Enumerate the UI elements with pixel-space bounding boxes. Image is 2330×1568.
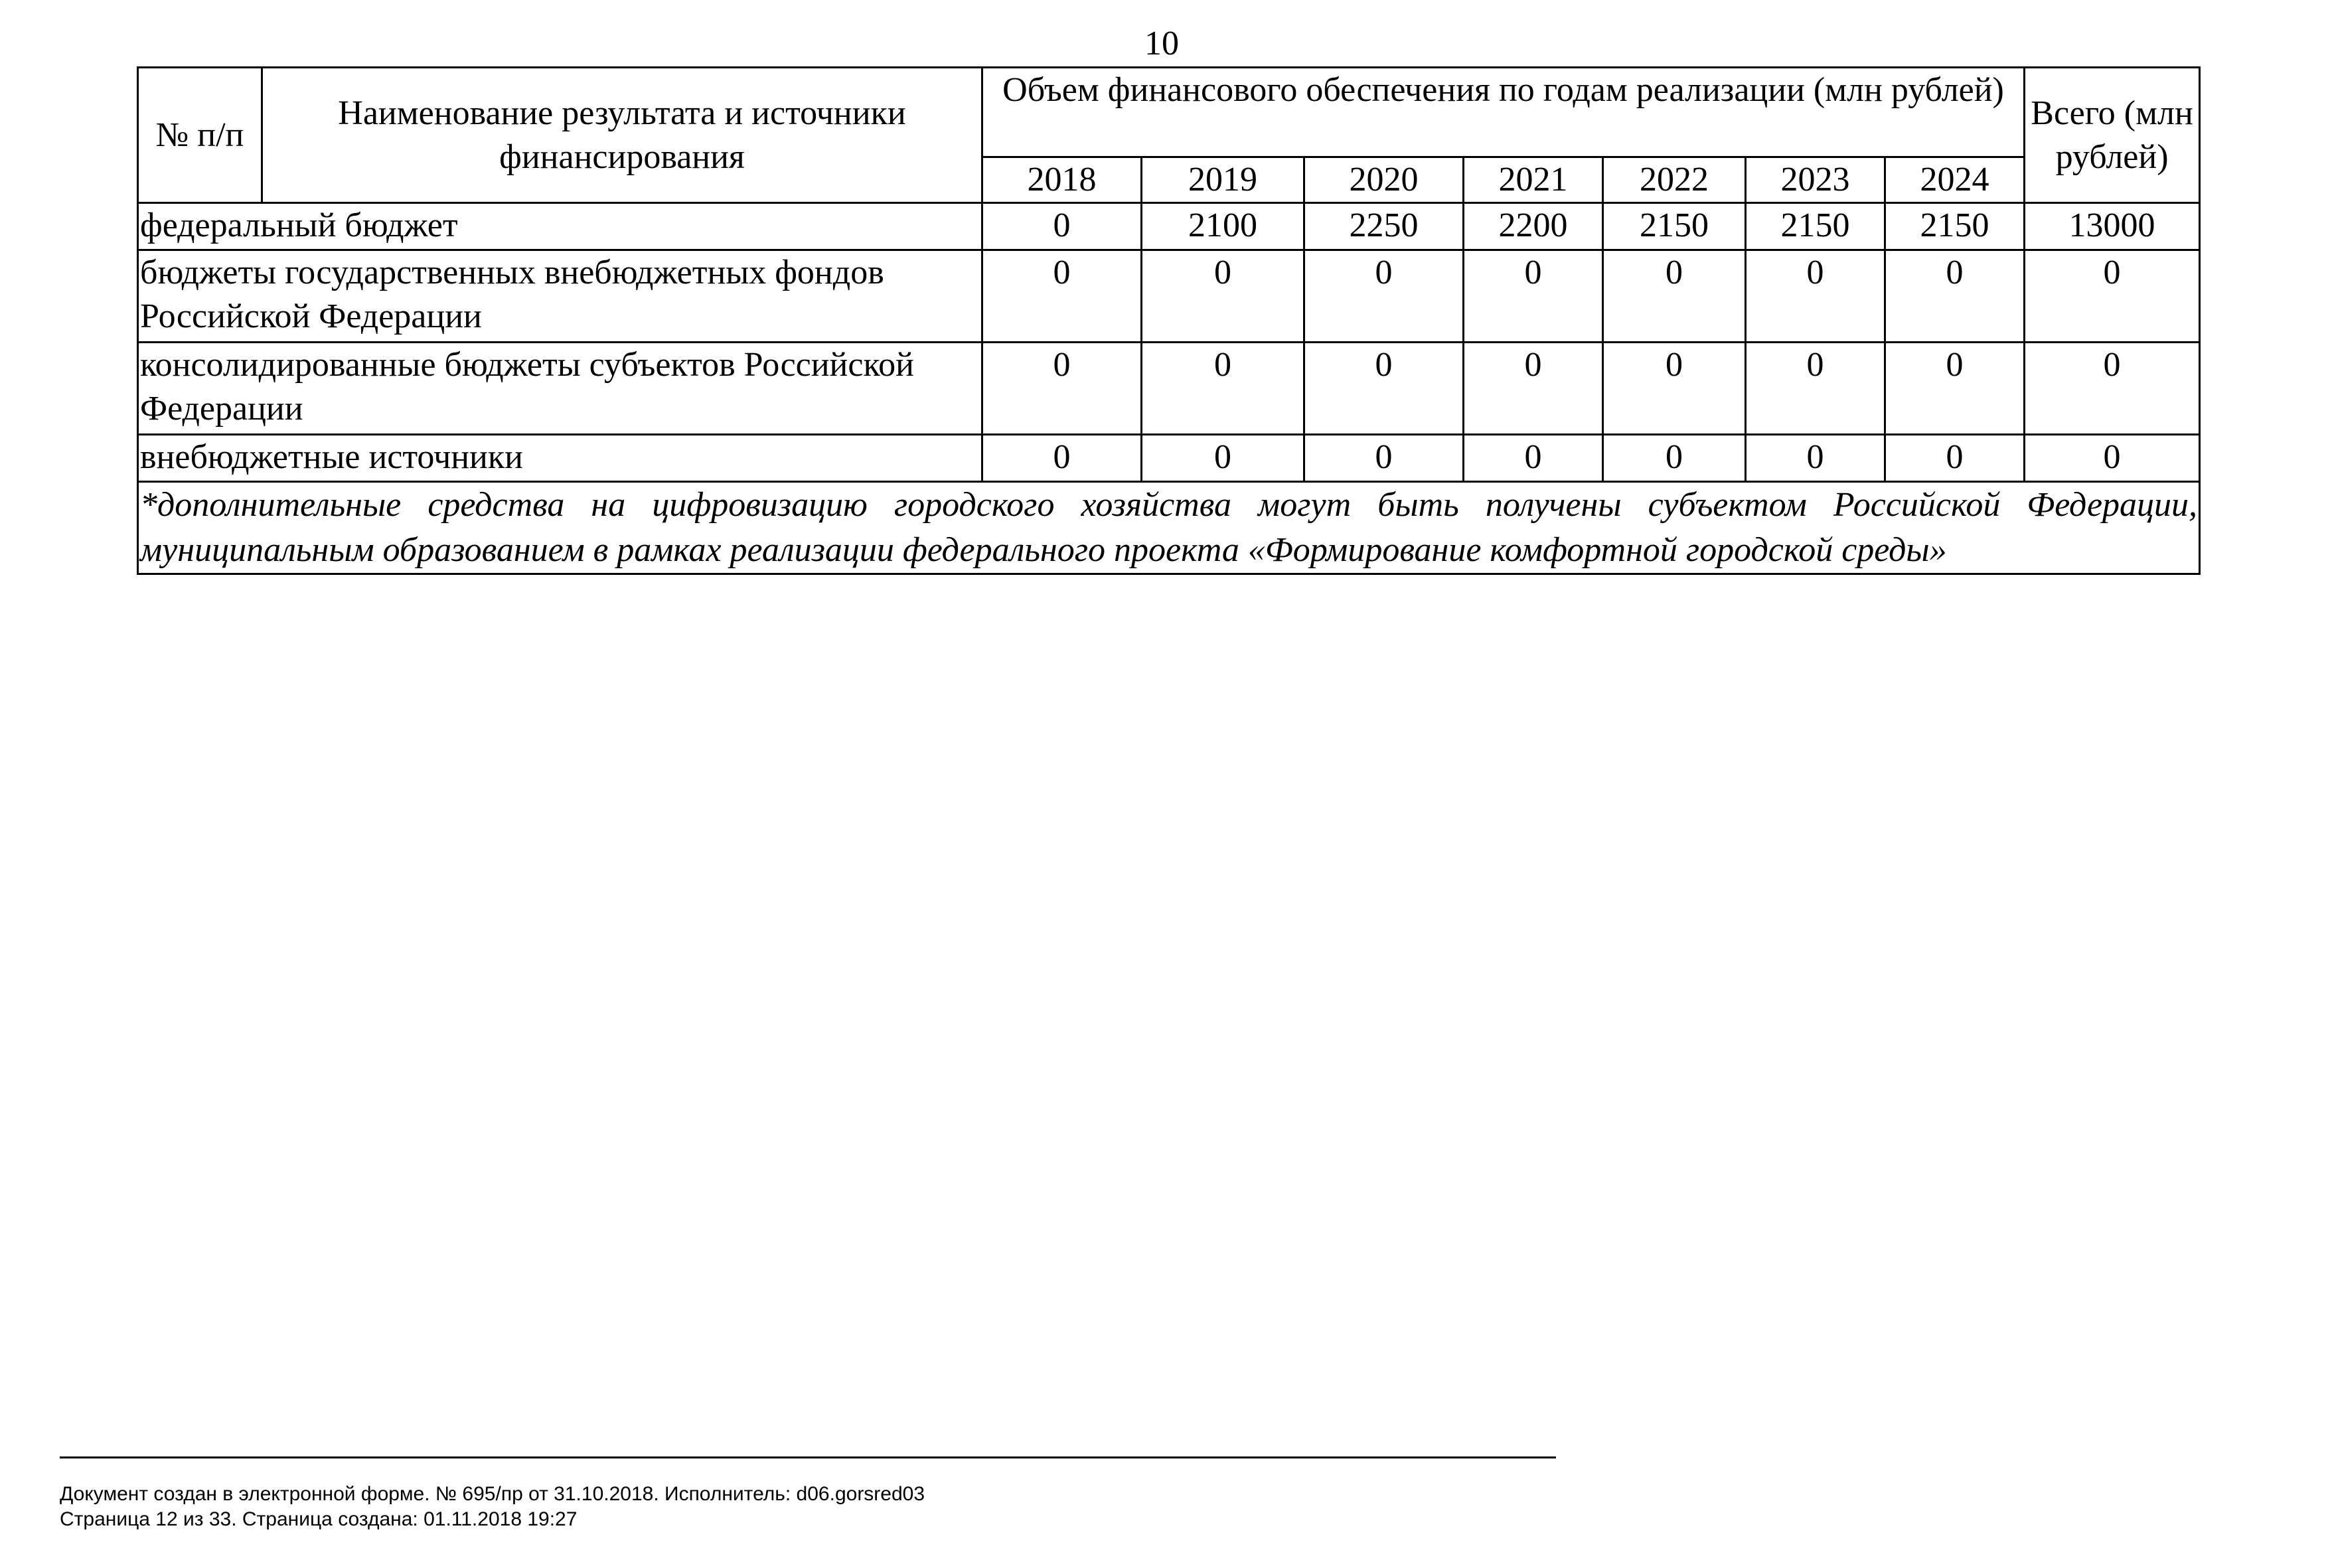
cell-value: 2150 bbox=[1746, 203, 1885, 250]
cell-value: 0 bbox=[1142, 435, 1304, 482]
cell-value: 0 bbox=[1464, 250, 1603, 343]
header-year: 2020 bbox=[1304, 157, 1464, 203]
cell-value: 2250 bbox=[1304, 203, 1464, 250]
row-name: внебюджетные источники bbox=[138, 435, 982, 482]
cell-value: 0 bbox=[982, 250, 1142, 343]
header-year: 2019 bbox=[1142, 157, 1304, 203]
cell-total: 13000 bbox=[2025, 203, 2200, 250]
header-year: 2018 bbox=[982, 157, 1142, 203]
cell-total: 0 bbox=[2025, 343, 2200, 435]
header-name: Наименование результата и источники финансирования bbox=[262, 68, 982, 203]
row-name: бюджеты государственных внебюджетных фондов Российской Федерации bbox=[138, 250, 982, 343]
table-header-row bbox=[138, 68, 2200, 157]
cell-value: 0 bbox=[1142, 250, 1304, 343]
cell-value: 0 bbox=[982, 343, 1142, 435]
cell-value: 0 bbox=[1746, 343, 1885, 435]
footer-document-info: Документ создан в электронной форме. № 695/пр от 31.10.2018. Исполнитель: d06.gorsred03 bbox=[60, 1483, 925, 1505]
cell-value: 0 bbox=[1304, 343, 1464, 435]
cell-value: 0 bbox=[982, 203, 1142, 250]
footer-divider bbox=[60, 1456, 1556, 1458]
table-note-row bbox=[138, 482, 2200, 574]
page-number: 10 bbox=[1144, 25, 1179, 62]
footer-page-info: Страница 12 из 33. Страница создана: 01.11.2018 19:27 bbox=[60, 1508, 578, 1530]
header-year: 2022 bbox=[1603, 157, 1746, 203]
cell-value: 0 bbox=[1603, 343, 1746, 435]
row-name: консолидированные бюджеты субъектов Российской Федерации bbox=[138, 343, 982, 435]
cell-value: 0 bbox=[1304, 250, 1464, 343]
header-year: 2024 bbox=[1885, 157, 2025, 203]
cell-value: 0 bbox=[1885, 250, 2025, 343]
cell-total: 0 bbox=[2025, 435, 2200, 482]
cell-value: 2150 bbox=[1885, 203, 2025, 250]
header-total: Всего (млн рублей) bbox=[2025, 68, 2200, 203]
cell-value: 2150 bbox=[1603, 203, 1746, 250]
cell-value: 2100 bbox=[1142, 203, 1304, 250]
document-footer bbox=[60, 1482, 925, 1532]
table-row bbox=[138, 343, 2200, 435]
header-number: № п/п bbox=[138, 68, 262, 203]
cell-value: 0 bbox=[1142, 343, 1304, 435]
header-year: 2023 bbox=[1746, 157, 1885, 203]
cell-total: 0 bbox=[2025, 250, 2200, 343]
table-note: *дополнительные средства на цифровизацию городского хозяйства могут быть получены субъектом Российской Федерации, муниципальным образованием в рамках реализации федерального проекта «Формирование комфортной городской среды» bbox=[138, 482, 2200, 574]
row-name: федеральный бюджет bbox=[138, 203, 982, 250]
cell-value: 0 bbox=[982, 435, 1142, 482]
cell-value: 0 bbox=[1885, 435, 2025, 482]
table-row bbox=[138, 250, 2200, 343]
cell-value: 0 bbox=[1885, 343, 2025, 435]
cell-value: 0 bbox=[1464, 343, 1603, 435]
cell-value: 2200 bbox=[1464, 203, 1603, 250]
cell-value: 0 bbox=[1603, 250, 1746, 343]
financing-table bbox=[137, 66, 2201, 575]
table-row bbox=[138, 435, 2200, 482]
cell-value: 0 bbox=[1746, 250, 1885, 343]
cell-value: 0 bbox=[1746, 435, 1885, 482]
cell-value: 0 bbox=[1464, 435, 1603, 482]
header-volume: Объем финансового обеспечения по годам реализации (млн рублей) bbox=[982, 68, 2025, 157]
header-year: 2021 bbox=[1464, 157, 1603, 203]
table-row bbox=[138, 203, 2200, 250]
cell-value: 0 bbox=[1304, 435, 1464, 482]
cell-value: 0 bbox=[1603, 435, 1746, 482]
